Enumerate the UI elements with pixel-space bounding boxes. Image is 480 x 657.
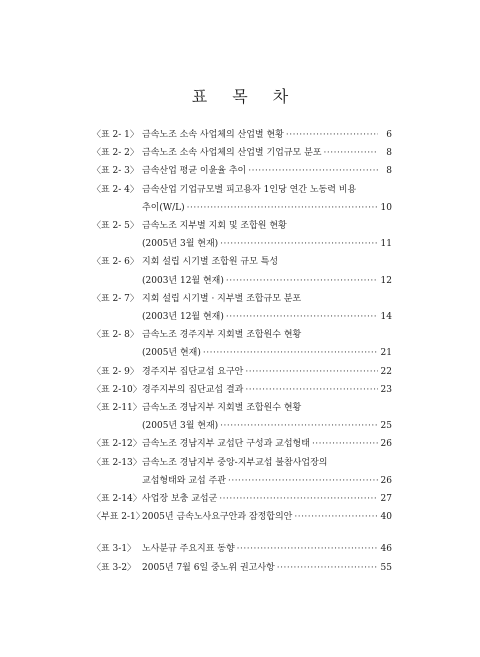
table-of-contents	[92, 126, 392, 577]
dot-leader	[324, 144, 379, 162]
dot-leader	[237, 540, 378, 558]
toc-line	[92, 381, 392, 399]
dot-leader	[245, 363, 378, 381]
table-caption: 경주지부의 집단교섭 결과	[142, 384, 244, 395]
page-number: 55	[380, 562, 392, 573]
toc-line	[92, 162, 392, 180]
dot-leader	[220, 235, 378, 253]
toc-line	[92, 454, 392, 472]
toc-entry	[92, 540, 392, 558]
toc-entry	[92, 162, 392, 180]
dot-leader	[245, 381, 378, 399]
toc-entry	[92, 490, 392, 508]
table-label: 〈표 2-13〉	[92, 457, 142, 468]
table-label: 〈표 2-10〉	[92, 384, 142, 395]
page-number: 27	[380, 494, 392, 505]
table-caption: 금속노조 소속 사업체의 산업별 기업규모 분포	[142, 148, 322, 159]
table-caption: 금속노조 경주지부 지회별 조합원수 현황	[142, 330, 302, 341]
page-title: 표 목 차	[191, 87, 299, 106]
dot-leader	[226, 308, 378, 326]
table-caption: 금속노조 경남지부 지회별 조합원수 현황	[142, 403, 302, 414]
table-caption: 지회 설립 시기별 조합원 규모 특성	[142, 257, 279, 268]
page-number: 46	[380, 544, 392, 555]
toc-entry	[92, 217, 392, 253]
table-caption: 지회 설립 시기별 · 지부별 조합규모 분포	[142, 293, 302, 304]
table-caption: 금속산업 기업규모별 피고용자 1인당 연간 노동력 비용	[142, 184, 357, 195]
page-number: 12	[380, 275, 392, 286]
table-label: 〈표 2- 9〉	[92, 366, 139, 377]
page-number: 40	[380, 512, 392, 523]
page-number: 26	[380, 475, 392, 486]
toc-entry	[92, 381, 392, 399]
page-number: 10	[380, 202, 392, 213]
table-caption: (2003년 12월 현재)	[142, 275, 224, 286]
toc-entry	[92, 435, 392, 453]
page-number: 21	[380, 348, 392, 359]
table-caption: 금속노조 경남지부 교섭단 구성과 교섭형태	[142, 439, 310, 450]
table-caption: 추이(W/L)	[142, 202, 185, 213]
toc-line	[92, 181, 392, 199]
toc-line	[92, 435, 392, 453]
page-number: 6	[386, 130, 392, 140]
toc-entry	[92, 144, 392, 162]
table-label: 〈표 2- 6〉	[92, 257, 139, 268]
table-label: 〈표 2- 4〉	[92, 184, 139, 195]
table-label: 〈표 2- 1〉	[92, 130, 139, 140]
toc-line	[92, 559, 392, 577]
toc-line	[92, 363, 392, 381]
table-label: 〈표 3-1〉	[92, 544, 137, 555]
table-label: 〈표 2- 8〉	[92, 330, 139, 341]
toc-line	[92, 144, 392, 162]
dot-leader	[187, 199, 378, 217]
dot-leader	[203, 344, 378, 362]
table-caption: 2005년 7월 6일 중노위 권고사항	[142, 562, 275, 573]
table-caption: 금속노조 소속 사업체의 산업별 현황	[142, 130, 284, 140]
toc-line	[92, 399, 392, 417]
page-number: 25	[380, 421, 392, 432]
page-number: 23	[380, 384, 392, 395]
page-number: 26	[380, 439, 392, 450]
toc-line	[92, 199, 392, 217]
toc-line	[92, 253, 392, 271]
toc-line	[92, 235, 392, 253]
dot-leader	[220, 417, 378, 435]
toc-line	[92, 540, 392, 558]
dot-leader	[312, 435, 378, 453]
table-caption: (2005년 현재)	[142, 348, 201, 359]
table-label: 〈표 2-11〉	[92, 403, 142, 414]
table-caption: (2005년 3월 현재)	[142, 239, 219, 250]
toc-entry	[92, 326, 392, 362]
table-caption: 경주지부 집단교섭 요구안	[142, 366, 244, 377]
group-spacer	[92, 526, 392, 540]
toc-entry	[92, 454, 392, 490]
table-caption: 금속산업 평균 이윤율 추이	[142, 166, 247, 177]
toc-line	[92, 217, 392, 235]
toc-line	[92, 326, 392, 344]
toc-line	[92, 490, 392, 508]
dot-leader	[248, 162, 378, 180]
toc-entry	[92, 253, 392, 289]
toc-line	[92, 126, 392, 144]
table-label: 〈부표 2-1〉	[92, 512, 145, 523]
toc-line	[92, 290, 392, 308]
table-caption: 교섭형태와 교섭 주관	[142, 475, 226, 486]
table-label: 〈표 2- 7〉	[92, 293, 139, 304]
table-label: 〈표 2-12〉	[92, 439, 142, 450]
table-label: 〈표 2- 2〉	[92, 148, 139, 159]
table-caption: 노사분규 주요지표 동향	[142, 544, 235, 555]
table-caption: (2005년 3월 현재)	[142, 421, 219, 432]
page-number: 14	[380, 312, 392, 323]
dot-leader	[286, 126, 378, 144]
dot-leader	[277, 559, 378, 577]
dot-leader	[219, 490, 378, 508]
toc-entry	[92, 181, 392, 217]
table-caption: 금속노조 지부별 지회 및 조합원 현황	[142, 221, 287, 232]
dot-leader	[226, 272, 378, 290]
toc-line	[92, 272, 392, 290]
toc-line	[92, 472, 392, 490]
toc-entry	[92, 508, 392, 526]
page-number: 8	[386, 148, 392, 159]
toc-line	[92, 308, 392, 326]
toc-line	[92, 344, 392, 362]
page-number: 22	[380, 366, 392, 377]
toc-entry	[92, 126, 392, 144]
toc-entry	[92, 399, 392, 435]
dot-leader	[228, 472, 378, 490]
toc-line	[92, 508, 392, 526]
table-caption: (2003년 12월 현재)	[142, 312, 224, 323]
table-caption: 2005년 금속노사요구안과 잠정합의안	[142, 512, 293, 523]
table-caption: 사업장 보충 교섭군	[142, 494, 218, 505]
toc-entry	[92, 363, 392, 381]
page-number: 8	[386, 166, 392, 177]
table-label: 〈표 3-2〉	[92, 562, 137, 573]
toc-entry	[92, 559, 392, 577]
table-label: 〈표 2- 5〉	[92, 221, 139, 232]
table-label: 〈표 2- 3〉	[92, 166, 139, 177]
page-number: 11	[380, 239, 392, 250]
toc-line	[92, 417, 392, 435]
toc-entry	[92, 290, 392, 326]
table-caption: 금속노조 경남지부 중앙-지부교섭 불참사업장의	[142, 457, 328, 468]
table-label: 〈표 2-14〉	[92, 494, 142, 505]
dot-leader	[294, 508, 378, 526]
